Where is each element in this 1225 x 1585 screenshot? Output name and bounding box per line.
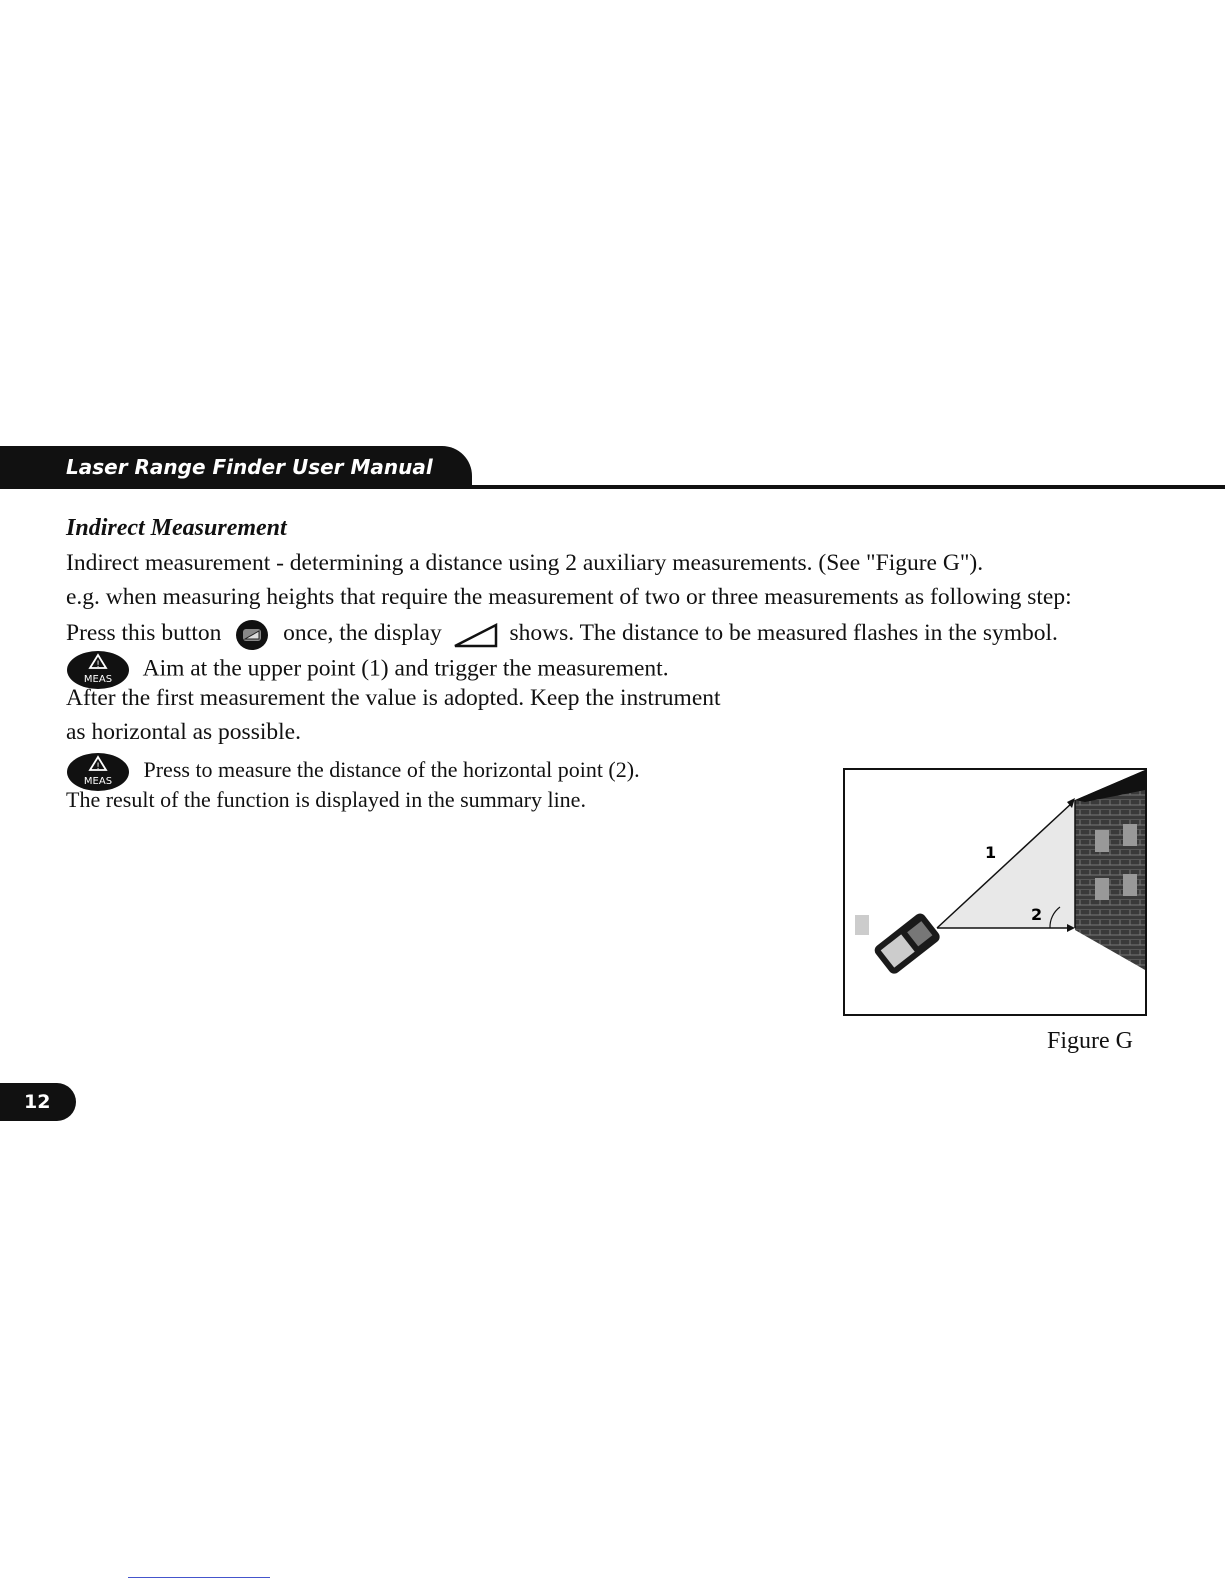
figure-caption: Figure G bbox=[1047, 1028, 1133, 1054]
svg-text:!: ! bbox=[96, 762, 100, 772]
page-number: 12 bbox=[24, 1091, 51, 1113]
meas-icon-label: MEAS bbox=[83, 674, 113, 685]
paragraph-line-1: Indirect measurement - determining a distance using 2 auxiliary measurements. (See "Figure G"). bbox=[66, 550, 984, 576]
figure-g-box bbox=[843, 768, 1147, 1016]
building-window bbox=[1095, 830, 1109, 852]
section-title: Indirect Measurement bbox=[66, 515, 287, 541]
indirect-function-button-icon bbox=[231, 619, 273, 651]
figure-label-2: 2 bbox=[1031, 905, 1043, 924]
paragraph-line-3 bbox=[66, 618, 1058, 651]
paragraph-line-8: The result of the function is displayed in the summary line. bbox=[66, 787, 586, 812]
line3-text-after: shows. The distance to be measured flashes in the symbol. bbox=[509, 620, 1058, 646]
paragraph-line-2: e.g. when measuring heights that require the measurement of two or three measurements as following step: bbox=[66, 584, 1072, 610]
line4-text: Aim at the upper point (1) and trigger the measurement. bbox=[142, 655, 669, 682]
building-window bbox=[1123, 874, 1137, 896]
building-window bbox=[1123, 824, 1137, 846]
header-title: Laser Range Finder User Manual bbox=[66, 455, 433, 479]
indirect-triangle-symbol-icon bbox=[452, 622, 500, 648]
figure-g-illustration bbox=[845, 770, 1145, 1014]
building-window bbox=[1095, 878, 1109, 900]
svg-text:!: ! bbox=[96, 660, 100, 670]
line7-text: Press to measure the distance of the horizontal point (2). bbox=[143, 757, 640, 783]
footer-rule bbox=[128, 1577, 270, 1578]
meas-icon-label-2: MEAS bbox=[83, 776, 113, 787]
range-finder-device bbox=[872, 911, 942, 976]
paragraph-line-5: After the first measurement the value is adopted. Keep the instrument bbox=[66, 685, 721, 711]
line3-text-before: Press this button bbox=[66, 620, 222, 646]
paragraph-line-6: as horizontal as possible. bbox=[66, 719, 301, 745]
figure-label-1: 1 bbox=[985, 843, 997, 862]
device-shadow bbox=[855, 915, 869, 935]
line3-text-middle: once, the display bbox=[283, 620, 442, 646]
header-rule bbox=[0, 485, 1225, 489]
